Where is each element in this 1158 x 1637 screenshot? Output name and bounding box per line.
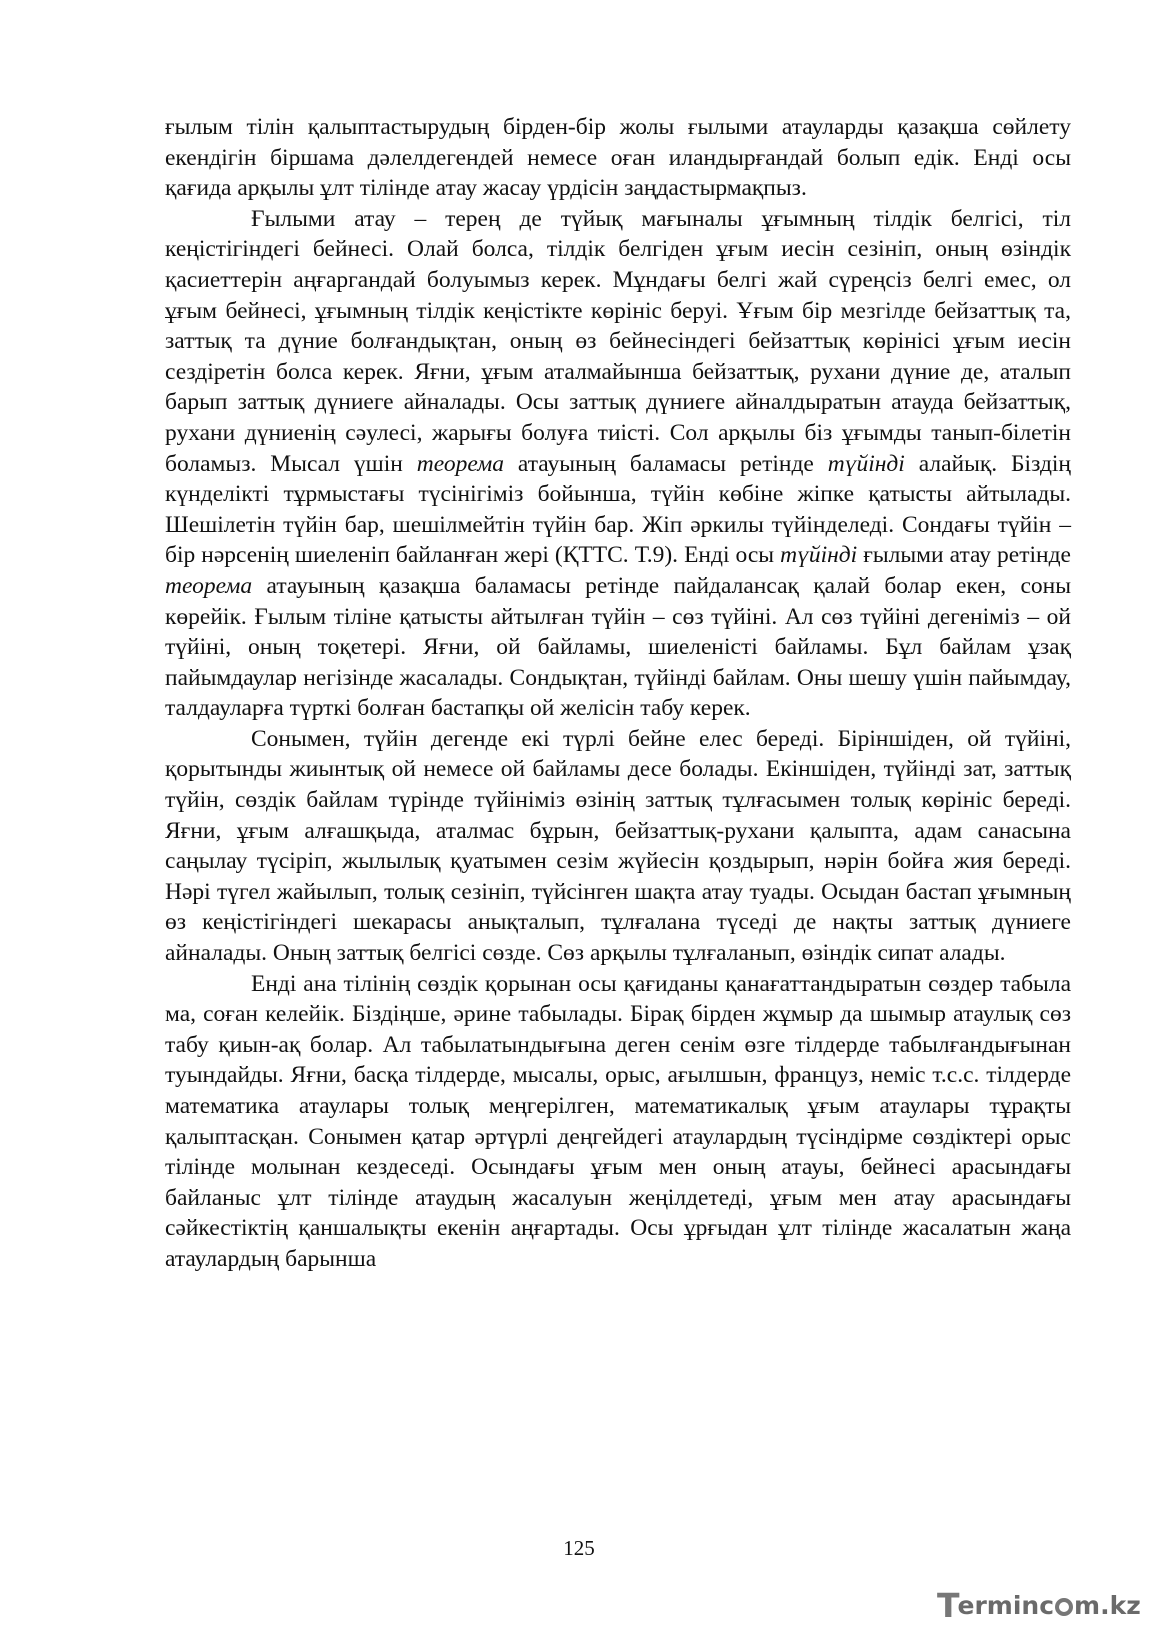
text-run: Енді ана тілінің сөздік қорынан осы қағиданы қанағаттандыратын сөздер табыла ма, соған келейік. Біздіңше, әрине табылады. Бірақ бірден жұмыр да шымыр атаулық сөз табу қиын-ақ болар. Ал табылатындығына деген сенім өзге тілдерде табылғандығынан туындайды. Яғни, басқа тілдерде, мысалы, орыс, ағылшын, француз, неміс т.с.с. тілдерде математика атаулары толық меңгерілген, математикалық ұғым атаулары тұрақты қалыптасқан. Сонымен қатар әртүрлі деңгейдегі атаулардың түсіндірме сөздіктері орыс тілінде молынан кездеседі. Осындағы ұғым мен оның атауы, бейнесі арасындағы байланыс ұлт тілінде атаудың жасалуын жеңілдетеді, ұғым мен атау арасындағы сәйкестіктің қаншалықты екенін аңғартады. Осы ұрғыдан ұлт тілінде жасалатын жаңа атаулардың барынша <box>165 970 1071 1272</box>
italic-term: теорема <box>416 450 504 477</box>
italic-term: түйінді <box>827 450 905 477</box>
watermark-circle-icon <box>1055 1598 1073 1616</box>
italic-term: теорема <box>165 572 253 599</box>
watermark-letter-t: T <box>937 1585 960 1625</box>
text-run: Ғылыми атау – терең де түйық мағыналы ұғымның тілдік белгісі, тіл кеңістігіндегі бейнесі. Олай болса, тілдік белгіден ұғым иесін сезініп, оның өзіндік қасиеттерін аңғаргандай болуымыз керек. Мұндағы белгі жай сүреңсіз белгі емес, ол ұғым бейнесі, ұғымның тілдік кеңістікте көрініс беруі. Ұғым бір мезгілде бейзаттық та, заттық та дүние болғандықтан, оның өз бейнесіндегі бейзаттық көрінісі ұғым иесін сездіретін болса керек. Яғни, ұғым аталмайынша бейзаттық, рухани дүние де, аталып барып заттық дүниеге айналады. Осы заттық дүниеге айналдыратын атауда бейзаттық, рухани дүниенің сәулесі, жарығы болуға тиісті. Сол арқылы біз ұғымды танып-білетін боламыз. Мысал үшін <box>165 205 1071 477</box>
paragraph <box>165 204 1071 724</box>
paragraph <box>165 724 1071 969</box>
paragraph <box>165 112 1071 204</box>
paragraph <box>165 969 1071 1275</box>
italic-term: түйінді <box>780 542 858 569</box>
page-number: 125 <box>563 1536 595 1560</box>
text-run: атауының баламасы ретінде <box>503 450 828 477</box>
termincom-watermark-logo <box>937 1585 1141 1625</box>
watermark-text-part1: erminc <box>957 1590 1055 1620</box>
watermark-text-part2: m.kz <box>1074 1590 1141 1620</box>
text-run: алайық. Біздің күнделікті тұрмыстағы түсінігіміз бойынша, түйін көбіне жіпке қатысты айтылады. Шешілетін түйін бар, шешілмейтін түйін бар. Жіп әркилы түйінделеді. Сондағы түйін – бір нәрсенің шиеленіп байланған жері (ҚТТС. Т.9). Енді осы <box>165 450 1072 569</box>
text-run: ғылым тілін қалыптастырудың бірден-бір жолы ғылыми атауларды қазақша сөйлету екендігін біршама дәлелдегендей немесе оған иландырғандай болып едік. Енді осы қағида арқылы ұлт тілінде атау жасау үрдісін заңдастырмақпыз. <box>165 114 1071 202</box>
text-run: атауының қазақша баламасы ретінде пайдалансақ қалай болар екен, соны көрейік. Ғылым тіліне қатысты айтылған түйін – сөз түйіні. Ал сөз түйіні дегеніміз – ой түйіні, оның тоқетері. Яғни, ой байламы, шиеленісті байламы. Бұл байлам ұзақ пайымдаулар негізінде жасалады. Сондықтан, түйінді байлам. Оны шешу үшін пайымдау, талдауларға түрткі болған бастапқы ой желісін табу керек. <box>165 572 1071 722</box>
body-text <box>165 112 1071 1275</box>
text-run: Сонымен, түйін дегенде екі түрлі бейне елес береді. Біріншіден, ой түйіні, қорытынды жиынтық ой немесе ой байламы десе болады. Екіншіден, түйінді зат, заттық түйін, сөздік байлам түрінде түйініміз өзінің заттық тұлғасымен толық көрініс береді. Яғни, ұғым алғашқыда, аталмас бұрын, бейзаттық-рухани қалыпта, адам санасына саңылау түсіріп, жылылық қуатымен сезім жүйесін қоздырып, нәрін бойға жия береді. Нәрі түгел жайылып, толық сезініп, түйсінген шақта атау туады. Осыдан бастап ұғымның өз кеңістігіндегі шекарасы анықталып, тұлғалана түседі де нақты заттық дүниеге айналады. Оның заттық белгісі сөзде. Сөз арқылы тұлғаланып, өзіндік сипат алады. <box>165 725 1071 967</box>
text-run: ғылыми атау ретінде <box>857 542 1071 569</box>
